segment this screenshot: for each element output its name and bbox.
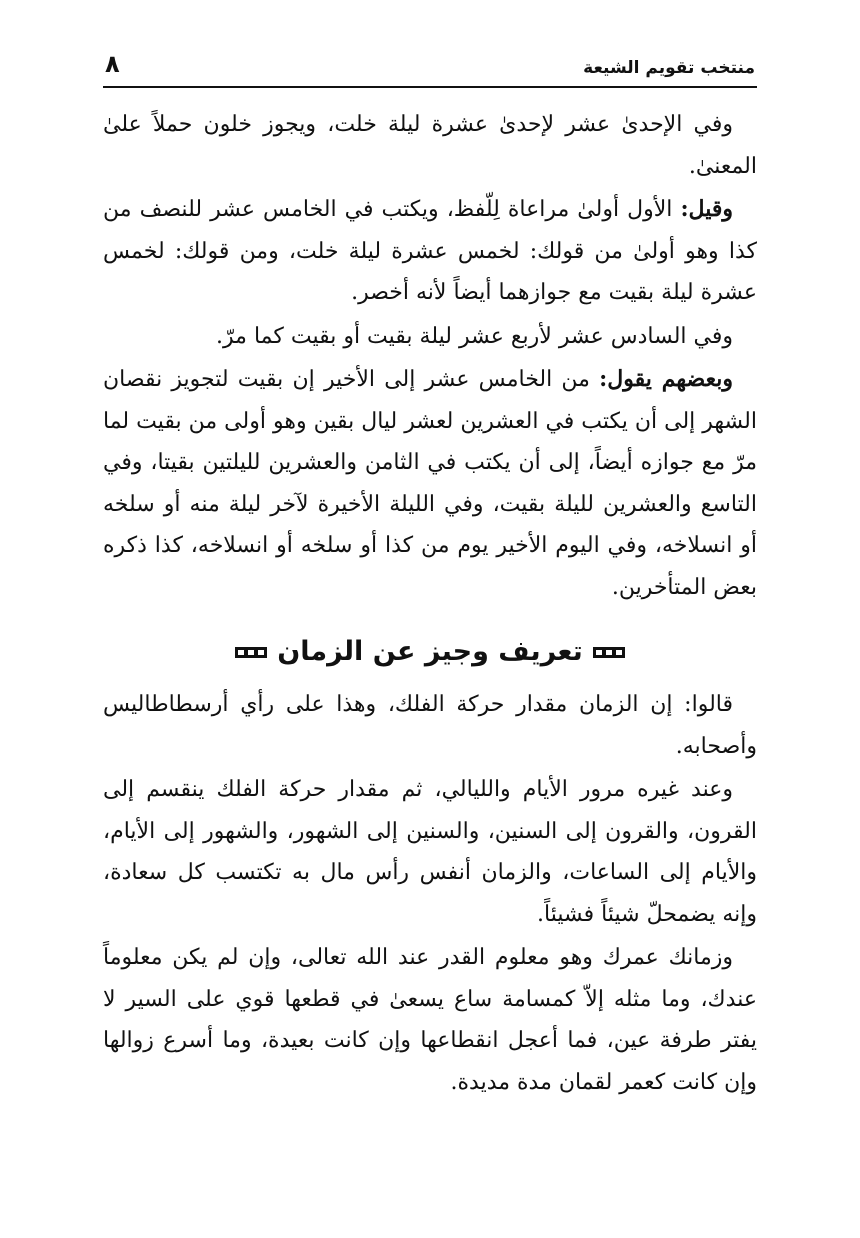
- paragraph-text: وزمانك عمرك وهو معلوم القدر عند الله تعالى، وإن لم يكن معلوماً عندك، وما مثله إلاّ كمسامة ساع يسعىٰ في قطعها قوي على السير لا يفتر طرفة عين، فما أعجل انقطاعها وإن كانت بعيدة، وما أسرع زوالها وإن كانت كعمر لقمان مدة مديدة.: [103, 945, 757, 1095]
- running-title: منتخب تقويم الشيعة: [583, 58, 755, 78]
- paragraph-text: وفي الإحدىٰ عشر لإحدىٰ عشرة ليلة خلت، ويجوز خلون حملاً علىٰ المعنىٰ.: [103, 112, 757, 179]
- paragraph-lead: وبعضهم يقول:: [599, 366, 733, 392]
- decorative-ornament-icon: [235, 646, 267, 659]
- section-heading: [103, 630, 757, 674]
- text-block-2: [103, 684, 757, 1103]
- paragraph: [103, 316, 757, 358]
- paragraph-text: الأول أولىٰ مراعاة لِلّفظ، ويكتب في الخامس عشر للنصف من كذا وهو أولىٰ من قولك: لخمس عشرة ليلة خلت، ومن قولك: لخمس عشرة ليلة بقيت مع جوازهما أيضاً لأنه أخصر.: [103, 197, 757, 305]
- paragraph-text: من الخامس عشر إلى الأخير إن بقيت لتجويز نقصان الشهر إلى أن يكتب في العشرين لعشر ليال بقين وهو أولى من بقيت لما مرّ مع جوازه أيضاً، إلى أن يكتب في الثامن والعشرين لليلتين بقيتا، وفي التاسع والعشرين لليلة بقيت، وفي الليلة الأخيرة لآخر ليلة منه أو سلخه أو انسلاخه، وفي اليوم الأخير يوم من كذا أو سلخه أو انسلاخه، كذا ذكره بعض المتأخرين.: [103, 367, 757, 600]
- paragraph: [103, 684, 757, 767]
- page-header: [103, 48, 757, 88]
- paragraph: [103, 937, 757, 1103]
- paragraph-text: وعند غيره مرور الأيام والليالي، ثم مقدار حركة الفلك ينقسم إلى القرون، والقرون إلى السنين، والسنين إلى الشهور، والشهور إلى الأيام، والأيام إلى الساعات، والزمان أنفس رأس مال به تكتسب كل سعادة، وإنه يضمحلّ شيئاً فشيئاً.: [103, 777, 757, 927]
- text-block-1: [103, 104, 757, 608]
- paragraph: [103, 359, 757, 608]
- page-number: ٨: [105, 50, 120, 78]
- paragraph: [103, 104, 757, 187]
- paragraph: [103, 189, 757, 314]
- paragraph: [103, 769, 757, 935]
- section-heading-text: تعريف وجيز عن الزمان: [277, 636, 583, 667]
- paragraph-text: وفي السادس عشر لأربع عشر ليلة بقيت أو بقيت كما مرّ.: [216, 323, 733, 349]
- decorative-ornament-icon: [593, 646, 625, 659]
- paragraph-text: قالوا: إن الزمان مقدار حركة الفلك، وهذا على رأي أرسطاطاليس وأصحابه.: [103, 692, 757, 759]
- paragraph-lead: وقيل:: [680, 196, 733, 222]
